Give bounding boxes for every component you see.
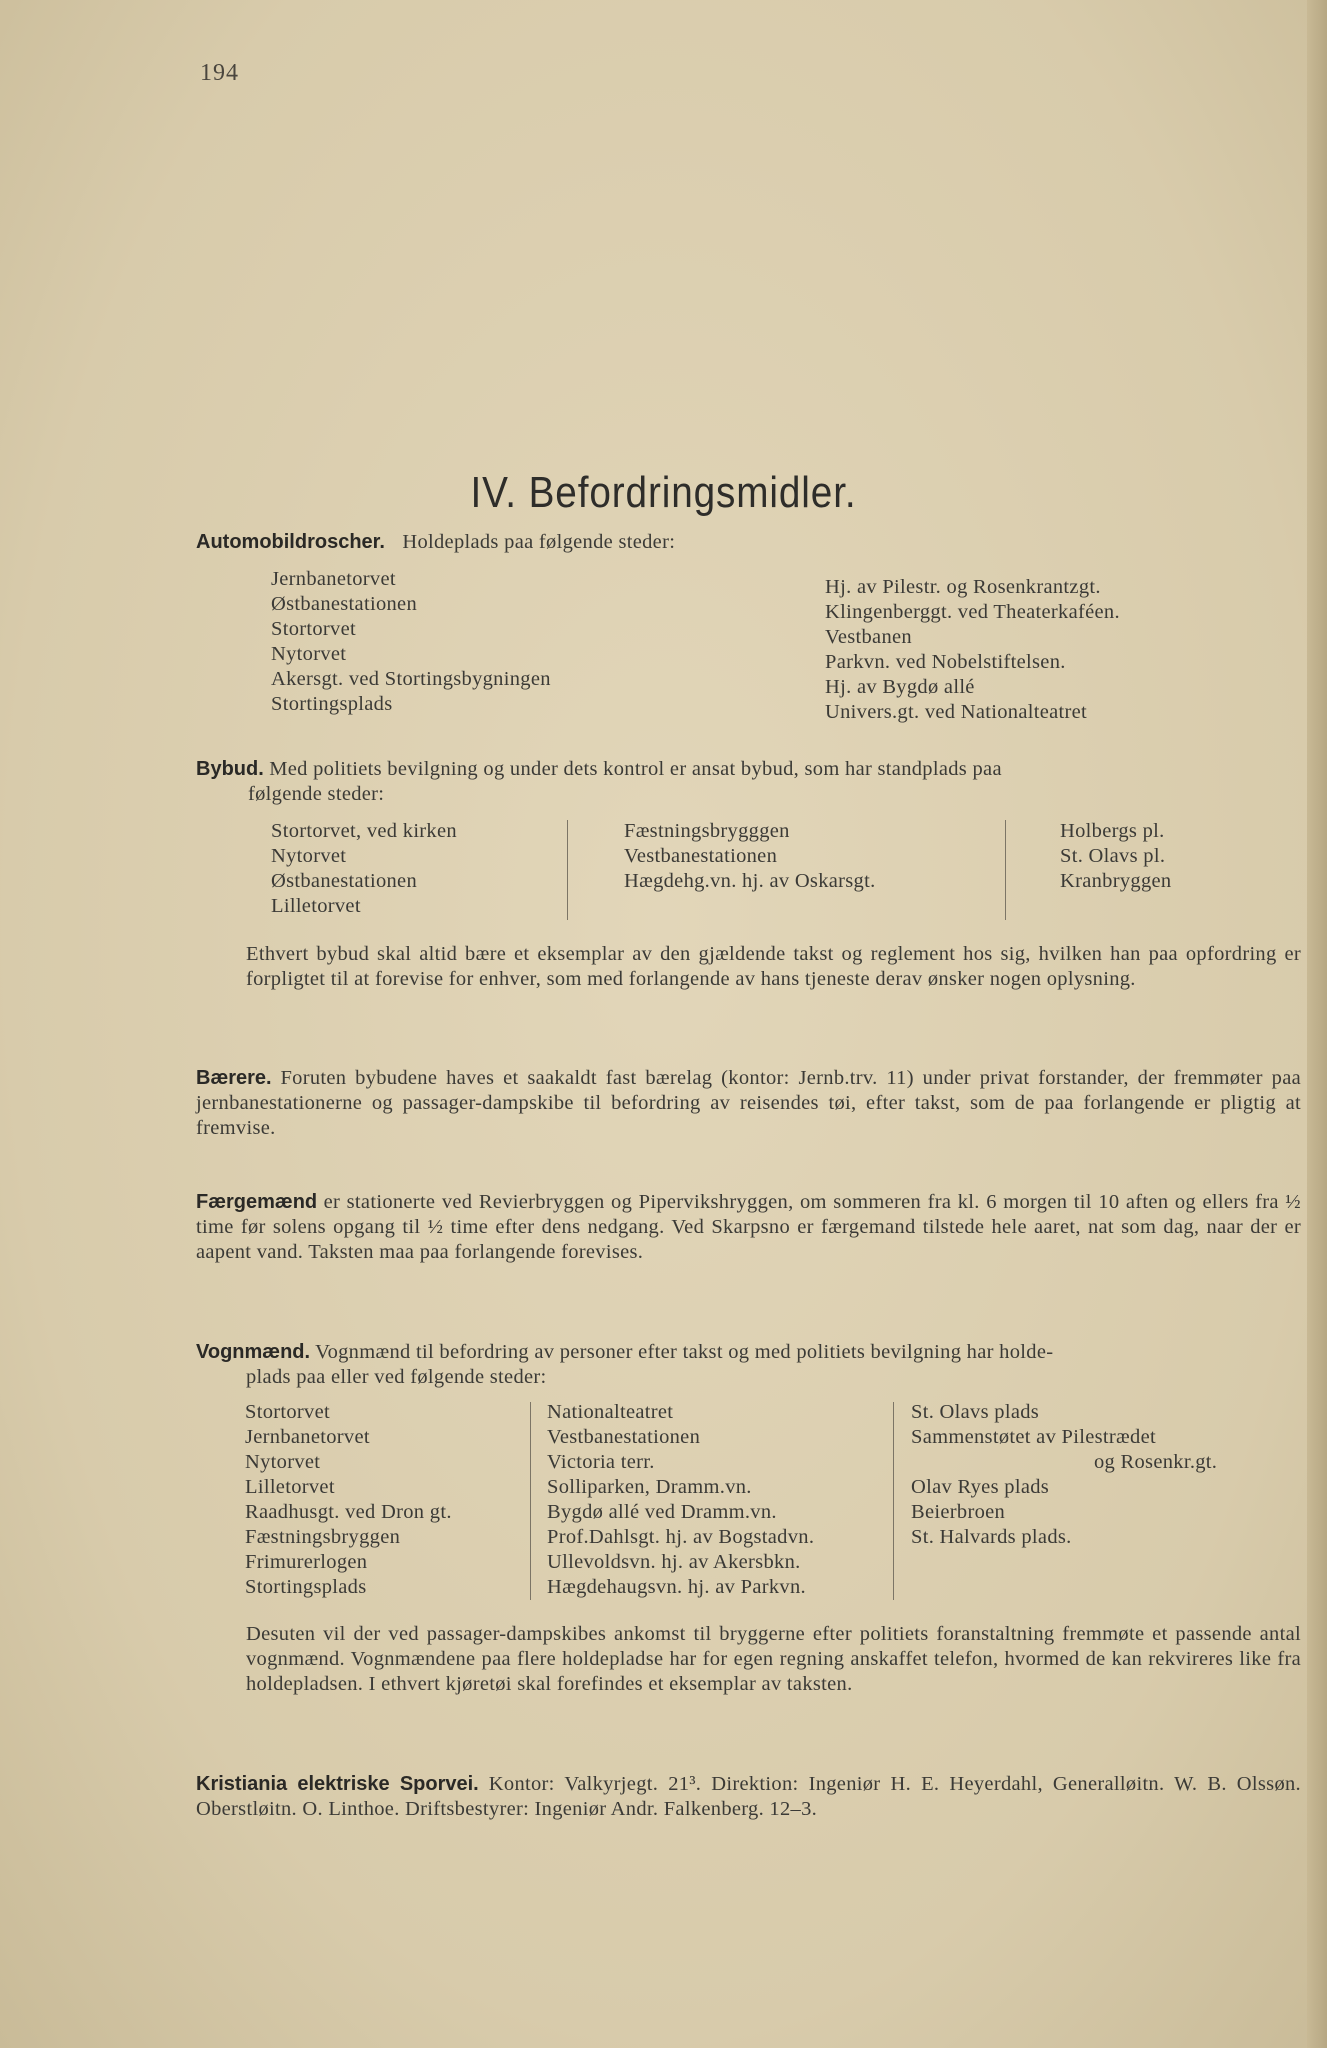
bybud-note: Ethvert bybud skal altid bære et eksemplar av den gjældende takst og reglement hos sig, hvilken han paa opfordring er forpligtet til at forevise for enhver, som med forlangende av hans tjeneste derav ønsker nogen oplysning. [246,943,1301,990]
vognmaend-section [196,1340,1301,1390]
list-item: Hj. av Pilestr. og Rosenkrantzgt. [825,576,1101,598]
list-item: Stortorvet, ved kirken [271,820,457,842]
column-divider [530,1402,531,1600]
sporvei-text: Kontor: Valkyrjegt. 21³. Direktion: Ingeniør H. E. Heyerdahl, Generalløitn. W. B. Olssøn. Oberstløitn. O. Linthoe. Driftsbestyrer: Ingeniør Andr. Falkenberg. 12–3. [196,1773,1301,1820]
auto-text: Holdeplads paa følgende steder: [402,531,676,553]
bybud-col3 [1060,819,1171,894]
list-item: Østbanestationen [271,593,417,615]
auto-heading: Automobildroscher. [196,531,385,553]
baerere-text: Foruten bybudene haves et saakaldt fast bærelag (kontor: Jernb.trv. 11) under privat forstander, der fremmøter paa jernbanestationerne og passager-dampskibe til befordring av reisendes tøi, efter takst, som de paa forlangende er pligtig at fremvise. [196,1067,1301,1139]
list-item: Raadhusgt. ved Dron gt. [245,1501,452,1523]
list-item: Vestbanestationen [547,1426,701,1448]
list-item: St. Olavs plads [911,1401,1040,1423]
list-item: Bygdø allé ved Dramm.vn. [547,1501,777,1523]
baerere-section [196,1066,1301,1141]
list-item: Ullevoldsvn. hj. av Akersbkn. [547,1551,801,1573]
list-item: Nytorvet [271,845,347,867]
baerere-heading: Bærere. [196,1067,272,1089]
list-item: Stortorvet [271,618,356,640]
list-item: Vestbanestationen [624,845,778,867]
vognmaend-col2 [547,1400,814,1600]
bybud-col2 [624,819,876,894]
list-item: Frimurerlogen [245,1551,368,1573]
list-item: Univers.gt. ved Nationalteatret [825,701,1088,723]
page-edge [1307,0,1327,2048]
vognmaend-heading: Vognmænd. [196,1341,311,1363]
list-item: Fæstningsbryggen [245,1526,401,1548]
bybud-line1: Med politiets bevilgning og under dets kontrol er ansat bybud, som har standplads paa [269,758,1002,780]
list-item: Lilletorvet [271,895,361,917]
list-item: Holbergs pl. [1060,820,1165,842]
list-item: Nationalteatret [547,1401,674,1423]
list-item: Kranbryggen [1060,870,1172,892]
auto-right-list [825,575,1120,725]
sporvei-heading: Kristiania elektriske Sporvei. [196,1773,479,1795]
list-item: Fæstningsbrygggen [624,820,790,842]
list-item: Prof.Dahlsgt. hj. av Bogstadvn. [547,1526,815,1548]
page-number: 194 [200,60,239,86]
faergemaend-text: er stationerte ved Revierbryggen og Pipervikshryggen, om sommeren fra kl. 6 morgen til 10 aften og ellers fra ½ time før solens opgang til ½ time efter dens nedgang. Ved Skarpsno er færgemand tilstede hele aaret, nat som dag, naar der er aapent vand. Taksten maa paa forlangende forevises. [196,1191,1301,1263]
list-item: Olav Ryes plads [911,1476,1050,1498]
list-item: Parkvn. ved Nobelstiftelsen. [825,651,1066,673]
sporvei-section [196,1772,1301,1822]
column-divider [1005,820,1006,920]
list-item: Stortingsplads [245,1576,367,1598]
list-item: og Rosenkr.gt. [1094,1451,1218,1473]
list-item: St. Halvards plads. [911,1526,1072,1548]
list-item: Hægdehaugsvn. hj. av Parkvn. [547,1576,806,1598]
auto-section [196,530,1301,555]
faergemaend-section [196,1190,1301,1265]
vognmaend-line2: plads paa eller ved følgende steder: [246,1366,547,1388]
list-item: Jernbanetorvet [245,1426,370,1448]
vognmaend-col3 [911,1400,1217,1550]
list-item: Hj. av Bygdø allé [825,676,975,698]
list-item: Nytorvet [245,1451,321,1473]
list-item: Stortorvet [245,1401,330,1423]
list-item: Beierbroen [911,1501,1006,1523]
column-divider [567,820,568,920]
bybud-section [196,757,1301,807]
list-item: Sammenstøtet av Pilestrædet [911,1426,1156,1448]
list-item: Østbanestationen [271,870,417,892]
auto-left-list [271,567,551,717]
list-item: Solliparken, Dramm.vn. [547,1476,752,1498]
vognmaend-col1 [245,1400,452,1600]
chapter-title: IV. Befordringsmidler. [470,468,857,517]
vognmaend-line1: Vognmænd til befordring av personer efter takst og med politiets bevilgning har holde- [315,1341,1054,1363]
column-divider [893,1402,894,1600]
bybud-line2: følgende steder: [248,783,385,805]
list-item: Jernbanetorvet [271,568,396,590]
list-item: Vestbanen [825,626,912,648]
faergemaend-heading: Færgemænd [196,1191,318,1213]
list-item: St. Olavs pl. [1060,845,1166,867]
bybud-col1 [271,819,457,919]
list-item: Hægdehg.vn. hj. av Oskarsgt. [624,870,876,892]
list-item: Victoria terr. [547,1451,655,1473]
list-item: Lilletorvet [245,1476,335,1498]
list-item: Akersgt. ved Stortingsbygningen [271,668,551,690]
bybud-heading: Bybud. [196,758,264,780]
list-item: Nytorvet [271,643,347,665]
list-item: Stortingsplads [271,693,393,715]
vognmaend-note: Desuten vil der ved passager-dampskibes ankomst til bryggerne efter politiets foranstaltning fremmøte et passende antal vognmænd. Vognmændene paa flere holdepladse har for egen regning anskaffet telefon, hvormed de kan rekvireres like fra holdepladsen. I ethvert kjøretøi skal forefindes et eksemplar av taksten. [246,1623,1301,1695]
list-item: Klingenberggt. ved Theaterkaféen. [825,601,1120,623]
